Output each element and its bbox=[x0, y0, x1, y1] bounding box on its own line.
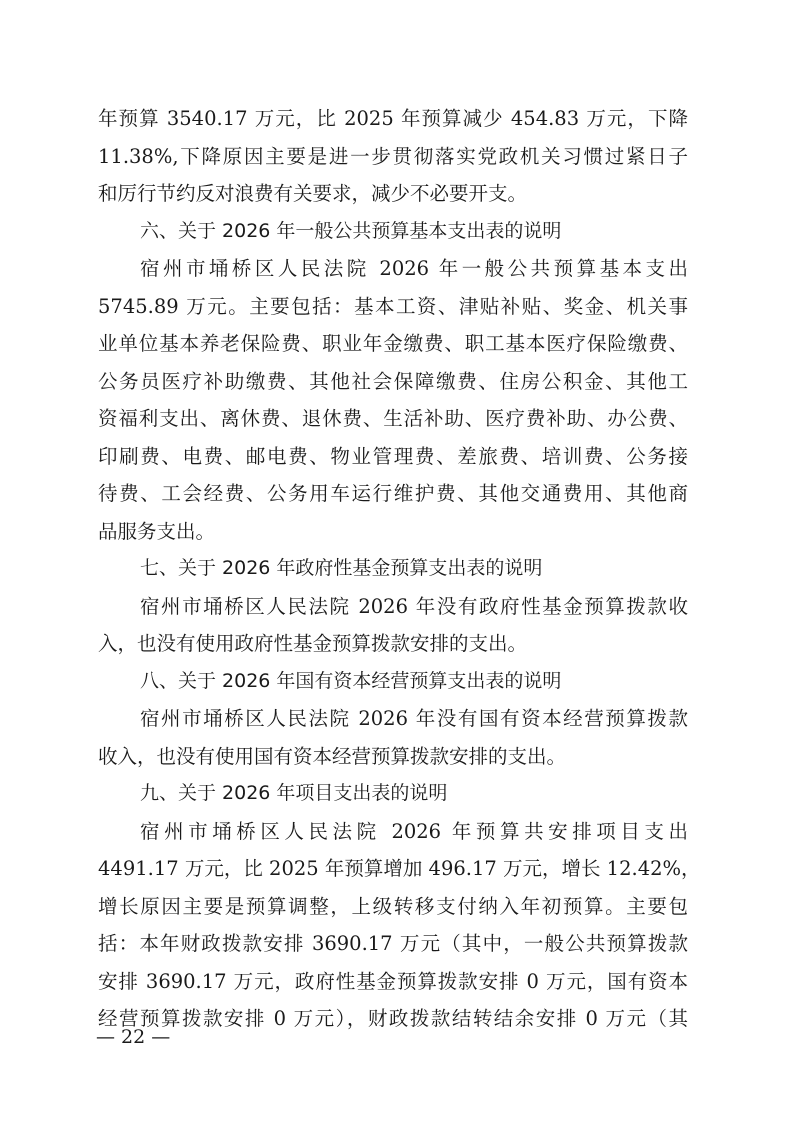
body-line: 收入，也没有使用国有资本经营预算拨款安排的支出。 bbox=[98, 744, 567, 768]
body-line: 宿州市埇桥区人民法院 2026 年预算共安排项目支出 bbox=[140, 819, 688, 843]
body-line: 资福利支出、离休费、退休费、生活补助、医疗费补助、办公费、 bbox=[98, 407, 688, 430]
body-line: 11.38%,下降原因主要是进一步贯彻落实党政机关习惯过紧日子 bbox=[98, 144, 688, 168]
body-line: 入，也没有使用政府性基金预算拨款安排的支出。 bbox=[98, 632, 528, 655]
body-line: 宿州市埇桥区人民法院 2026 年一般公共预算基本支出 bbox=[140, 257, 688, 280]
document-body bbox=[98, 100, 701, 1038]
section-heading-7: 七、关于 2026 年政府性基金预算支出表的说明 bbox=[140, 557, 543, 579]
body-line: 待费、工会经费、公务用车运行维护费、其他交通费用、其他商 bbox=[98, 482, 688, 505]
body-line: 安排 3690.17 万元，政府性基金预算拨款安排 0 万元，国有资本 bbox=[98, 969, 688, 993]
body-line: 增长原因主要是预算调整，上级转移支付纳入年初预算。主要包 bbox=[98, 894, 688, 918]
body-line: 公务员医疗补助缴费、其他社会保障缴费、住房公积金、其他工 bbox=[98, 369, 688, 393]
body-line: 经营预算拨款安排 0 万元），财政拨款结转结余安排 0 万元（其 bbox=[98, 1007, 688, 1030]
body-line: 年预算 3540.17 万元，比 2025 年预算减少 454.83 万元，下降 bbox=[98, 107, 688, 130]
body-line: 宿州市埇桥区人民法院 2026 年没有国有资本经营预算拨款 bbox=[140, 707, 688, 730]
page-number: — 22 — bbox=[96, 1026, 171, 1048]
section-heading-8: 八、关于 2026 年国有资本经营预算支出表的说明 bbox=[140, 669, 562, 692]
section-heading-6: 六、关于 2026 年一般公共预算基本支出表的说明 bbox=[140, 219, 562, 242]
body-line: 宿州市埇桥区人民法院 2026 年没有政府性基金预算拨款收 bbox=[140, 594, 688, 618]
body-line: 4491.17 万元，比 2025 年预算增加 496.17 万元，增长 12.42%， bbox=[98, 857, 701, 880]
body-line: 业单位基本养老保险费、职业年金缴费、职工基本医疗保险缴费、 bbox=[98, 332, 688, 355]
body-line: 品服务支出。 bbox=[98, 519, 216, 543]
body-line: 和厉行节约反对浪费有关要求，减少不必要开支。 bbox=[98, 182, 528, 205]
body-line: 5745.89 万元。主要包括：基本工资、津贴补贴、奖金、机关事 bbox=[98, 294, 688, 318]
section-heading-9: 九、关于 2026 年项目支出表的说明 bbox=[140, 782, 448, 804]
body-line: 括：本年财政拨款安排 3690.17 万元（其中，一般公共预算拨款 bbox=[98, 932, 688, 955]
body-line: 印刷费、电费、邮电费、物业管理费、差旅费、培训费、公务接 bbox=[98, 444, 688, 468]
